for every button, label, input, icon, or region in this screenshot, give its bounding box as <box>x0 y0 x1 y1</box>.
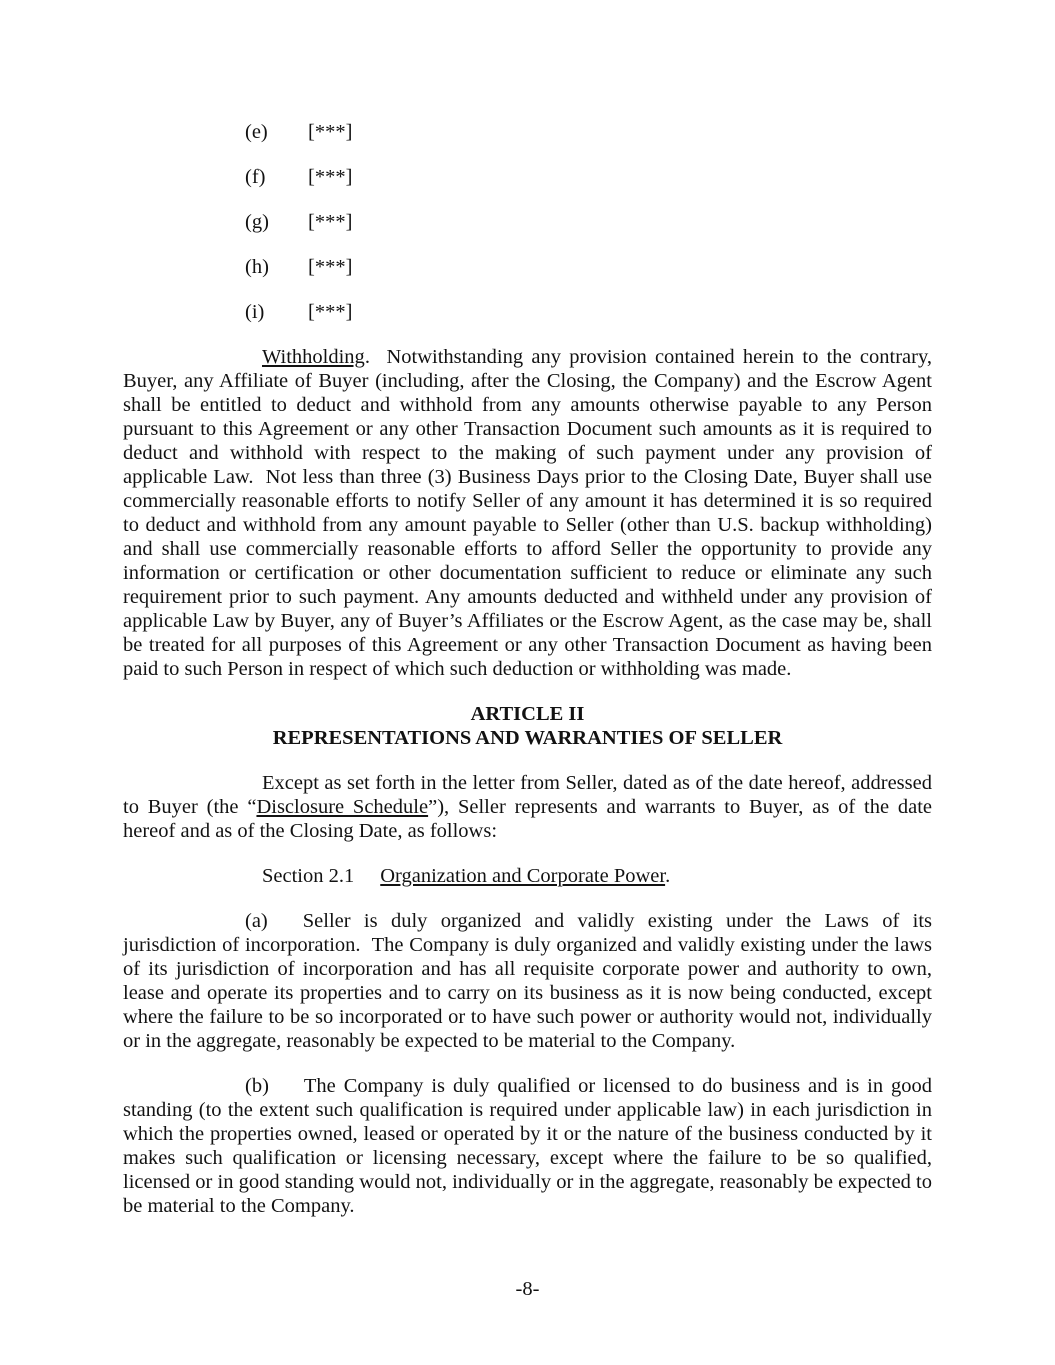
clause-b-text: The Company is duly qualified or licensed to do business and is in good standing (to the extent such qualification is required under applicable law) in each jurisdiction in which the properties owned, leased or operated by it or the nature of the business conducted by it makes such qualification or licensing necessary, except where the failure to be so qualified, licensed or in good standing would not, individually or in the aggregate, reasonably be expected to be material to the Company. <box>123 1075 932 1217</box>
article-subtitle: REPRESENTATIONS AND WARRANTIES OF SELLER <box>272 727 783 749</box>
section-number-label: Section 2.1 <box>262 865 355 887</box>
article-ii-heading <box>123 702 932 750</box>
withholding-body-text: . Notwithstanding any provision contained herein to the contrary, Buyer, any Affiliate of Buyer (including, after the Closing, the Company) and the Escrow Agent shall be entitled to deduct and withhold from any amounts otherwise payable to any Person pursuant to this Agreement or any other Transaction Document such amounts as it is required to deduct and withhold with respect to the making of such payment under any provision of applicable Law. Not less than three (3) Business Days prior to the Closing Date, Buyer shall use commercially reasonable efforts to notify Seller of any amount it has determined it is so required to deduct and withhold from any amount payable to Seller (other than U.S. backup withholding) and shall use commercially reasonable efforts to afford Seller the opportunity to provide any information or certification or other documentation sufficient to reduce or eliminate any such requirement prior to such payment. Any amounts deducted and withheld under any provision of applicable Law by Buyer, any of Buyer’s Affiliates or the Escrow Agent, as the case may be, shall be treated for all purposes of this Agreement or any other Transaction Document as having been paid to such Person in respect of which such deduction or withholding was made. <box>123 346 932 680</box>
withholding-paragraph <box>123 345 932 681</box>
list-item-h <box>123 255 932 279</box>
list-item-label: (g) <box>245 211 269 233</box>
withholding-term-underlined: Withholding <box>262 346 365 368</box>
clause-a-label: (a) <box>245 910 268 932</box>
redacted-items-list <box>123 120 932 324</box>
intro-text-before: Except as set forth in the letter from Seller, dated as of the date hereof, addressed to Buyer (the “ <box>123 772 932 818</box>
section-title-period: . <box>665 865 671 887</box>
article-title: ARTICLE II <box>470 703 585 725</box>
clause-b-paragraph <box>123 1074 932 1218</box>
clause-a-paragraph <box>123 909 932 1053</box>
section-2-1-line <box>123 864 932 888</box>
list-item-i <box>123 300 932 324</box>
list-item-label: (f) <box>245 166 266 188</box>
redacted-value: [***] <box>308 256 353 278</box>
page-number: -8- <box>515 1278 540 1300</box>
redacted-value: [***] <box>308 211 353 233</box>
section-title-underlined: Organization and Corporate Power <box>380 865 666 887</box>
list-item-label: (i) <box>245 301 265 323</box>
list-item-f <box>123 165 932 189</box>
disclosure-schedule-term-underlined: Disclosure Schedule <box>256 796 429 818</box>
clause-a-text: Seller is duly organized and validly existing under the Laws of its jurisdiction of incorporation. The Company is duly organized and validly existing under the laws of its jurisdiction of incorporation and has all requisite corporate power and authority to own, lease and operate its properties and to carry on its business as it is now being conducted, except where the failure to be so incorporated or to have such power or authority would not, individually or in the aggregate, reasonably be expected to be material to the Company. <box>123 910 932 1052</box>
list-item-g <box>123 210 932 234</box>
redacted-value: [***] <box>308 166 353 188</box>
intro-paragraph <box>123 771 932 843</box>
list-item-e <box>123 120 932 144</box>
clause-b-label: (b) <box>245 1075 269 1097</box>
list-item-label: (e) <box>245 121 268 143</box>
redacted-value: [***] <box>308 301 353 323</box>
redacted-value: [***] <box>308 121 353 143</box>
intro-text-after: ”), Seller represents and warrants to Buyer, as of the date hereof and as of the Closing Date, as follows: <box>123 796 933 842</box>
list-item-label: (h) <box>245 256 269 278</box>
